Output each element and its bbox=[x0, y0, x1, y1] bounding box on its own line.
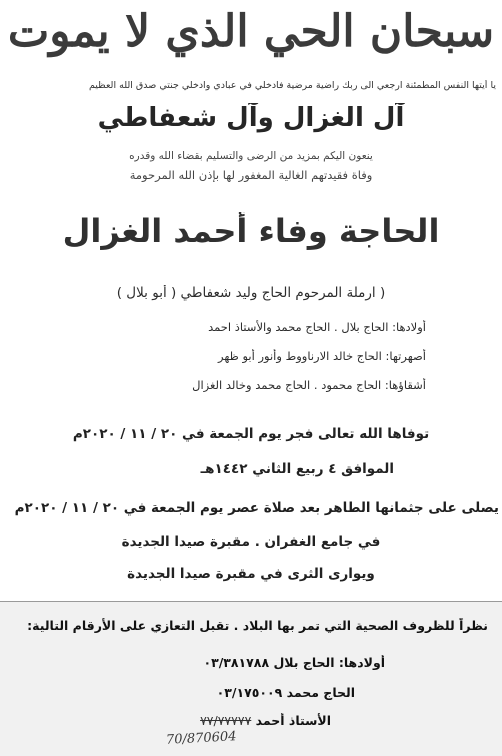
burial-line: ويوارى الثرى في مقبرة صيدا الجديدة bbox=[127, 566, 375, 582]
in-laws-line: أصهرتها: الحاج خالد الارناووط وأنور أبو ظهر bbox=[218, 349, 426, 363]
phone-number-1: ٠٣/٣٨١٧٨٨ bbox=[203, 655, 270, 670]
phone-row-1 bbox=[0, 655, 502, 670]
handwritten-phone: 70/870604 bbox=[165, 729, 237, 748]
hijri-date-line: الموافق ٤ ربيع الثاني ١٤٤٢هـ bbox=[200, 461, 394, 477]
condolences-notice: نظراً للظروف الصحية التي تمر بها البلاد . تقبل التعازي على الأرقام التالية: bbox=[27, 618, 488, 633]
deceased-name: الحاجة وفاء أحمد الغزال bbox=[62, 212, 440, 250]
mourning-line-1: ينعون اليكم بمزيد من الرضى والتسليم بقضاء الله وقدره bbox=[129, 150, 373, 162]
funeral-prayer-line: يصلى على جثمانها الطاهر بعد صلاة عصر يوم الجمعة في ٢٠ / ١١ / ٢٠٢٠م bbox=[14, 500, 499, 516]
widow-of-line: ( ارملة المرحوم الحاج وليد شعفاطي ( أبو بلال ) bbox=[116, 285, 386, 301]
phone-row-2 bbox=[0, 685, 502, 700]
phone-label-3: الأستاذ أحمد bbox=[255, 713, 331, 728]
brothers-line: أشقاؤها: الحاج محمود . الحاج محمد وخالد الغزال bbox=[192, 378, 426, 392]
sons-line: أولادها: الحاج بلال . الحاج محمد والأستاذ احمد bbox=[208, 320, 426, 334]
mosque-line: في جامع الغفران . مقبرة صيدا الجديدة bbox=[121, 534, 381, 550]
phone-label-1: أولادها: الحاج بلال bbox=[273, 655, 385, 670]
phone-number-2: ٠٣/١٧٥٠٠٩ bbox=[216, 685, 283, 700]
mourning-line-2: وفاة فقيدتهم الغالية المغفور لها بإذن الله المرحومة bbox=[129, 168, 373, 182]
families-title: آل الغزال وآل شعفاطي bbox=[97, 103, 405, 133]
phone-row-3 bbox=[0, 713, 502, 728]
calligraphy-header: سبحان الحي الذي لا يموت bbox=[7, 6, 495, 57]
death-date-line: توفاها الله تعالى فجر يوم الجمعة في ٢٠ / ١١ / ٢٠٢٠م bbox=[72, 426, 430, 442]
phone-label-2: الحاج محمد bbox=[286, 685, 355, 700]
quran-verse: يا أيتها النفس المطمئنة ارجعي الى ربك راضية مرضية فادخلي في عبادي وادخلي جنتي صدق الله العظيم bbox=[88, 80, 496, 91]
phone-number-3-struck: ٧٧/٧٧٧٧٧ bbox=[200, 713, 252, 728]
